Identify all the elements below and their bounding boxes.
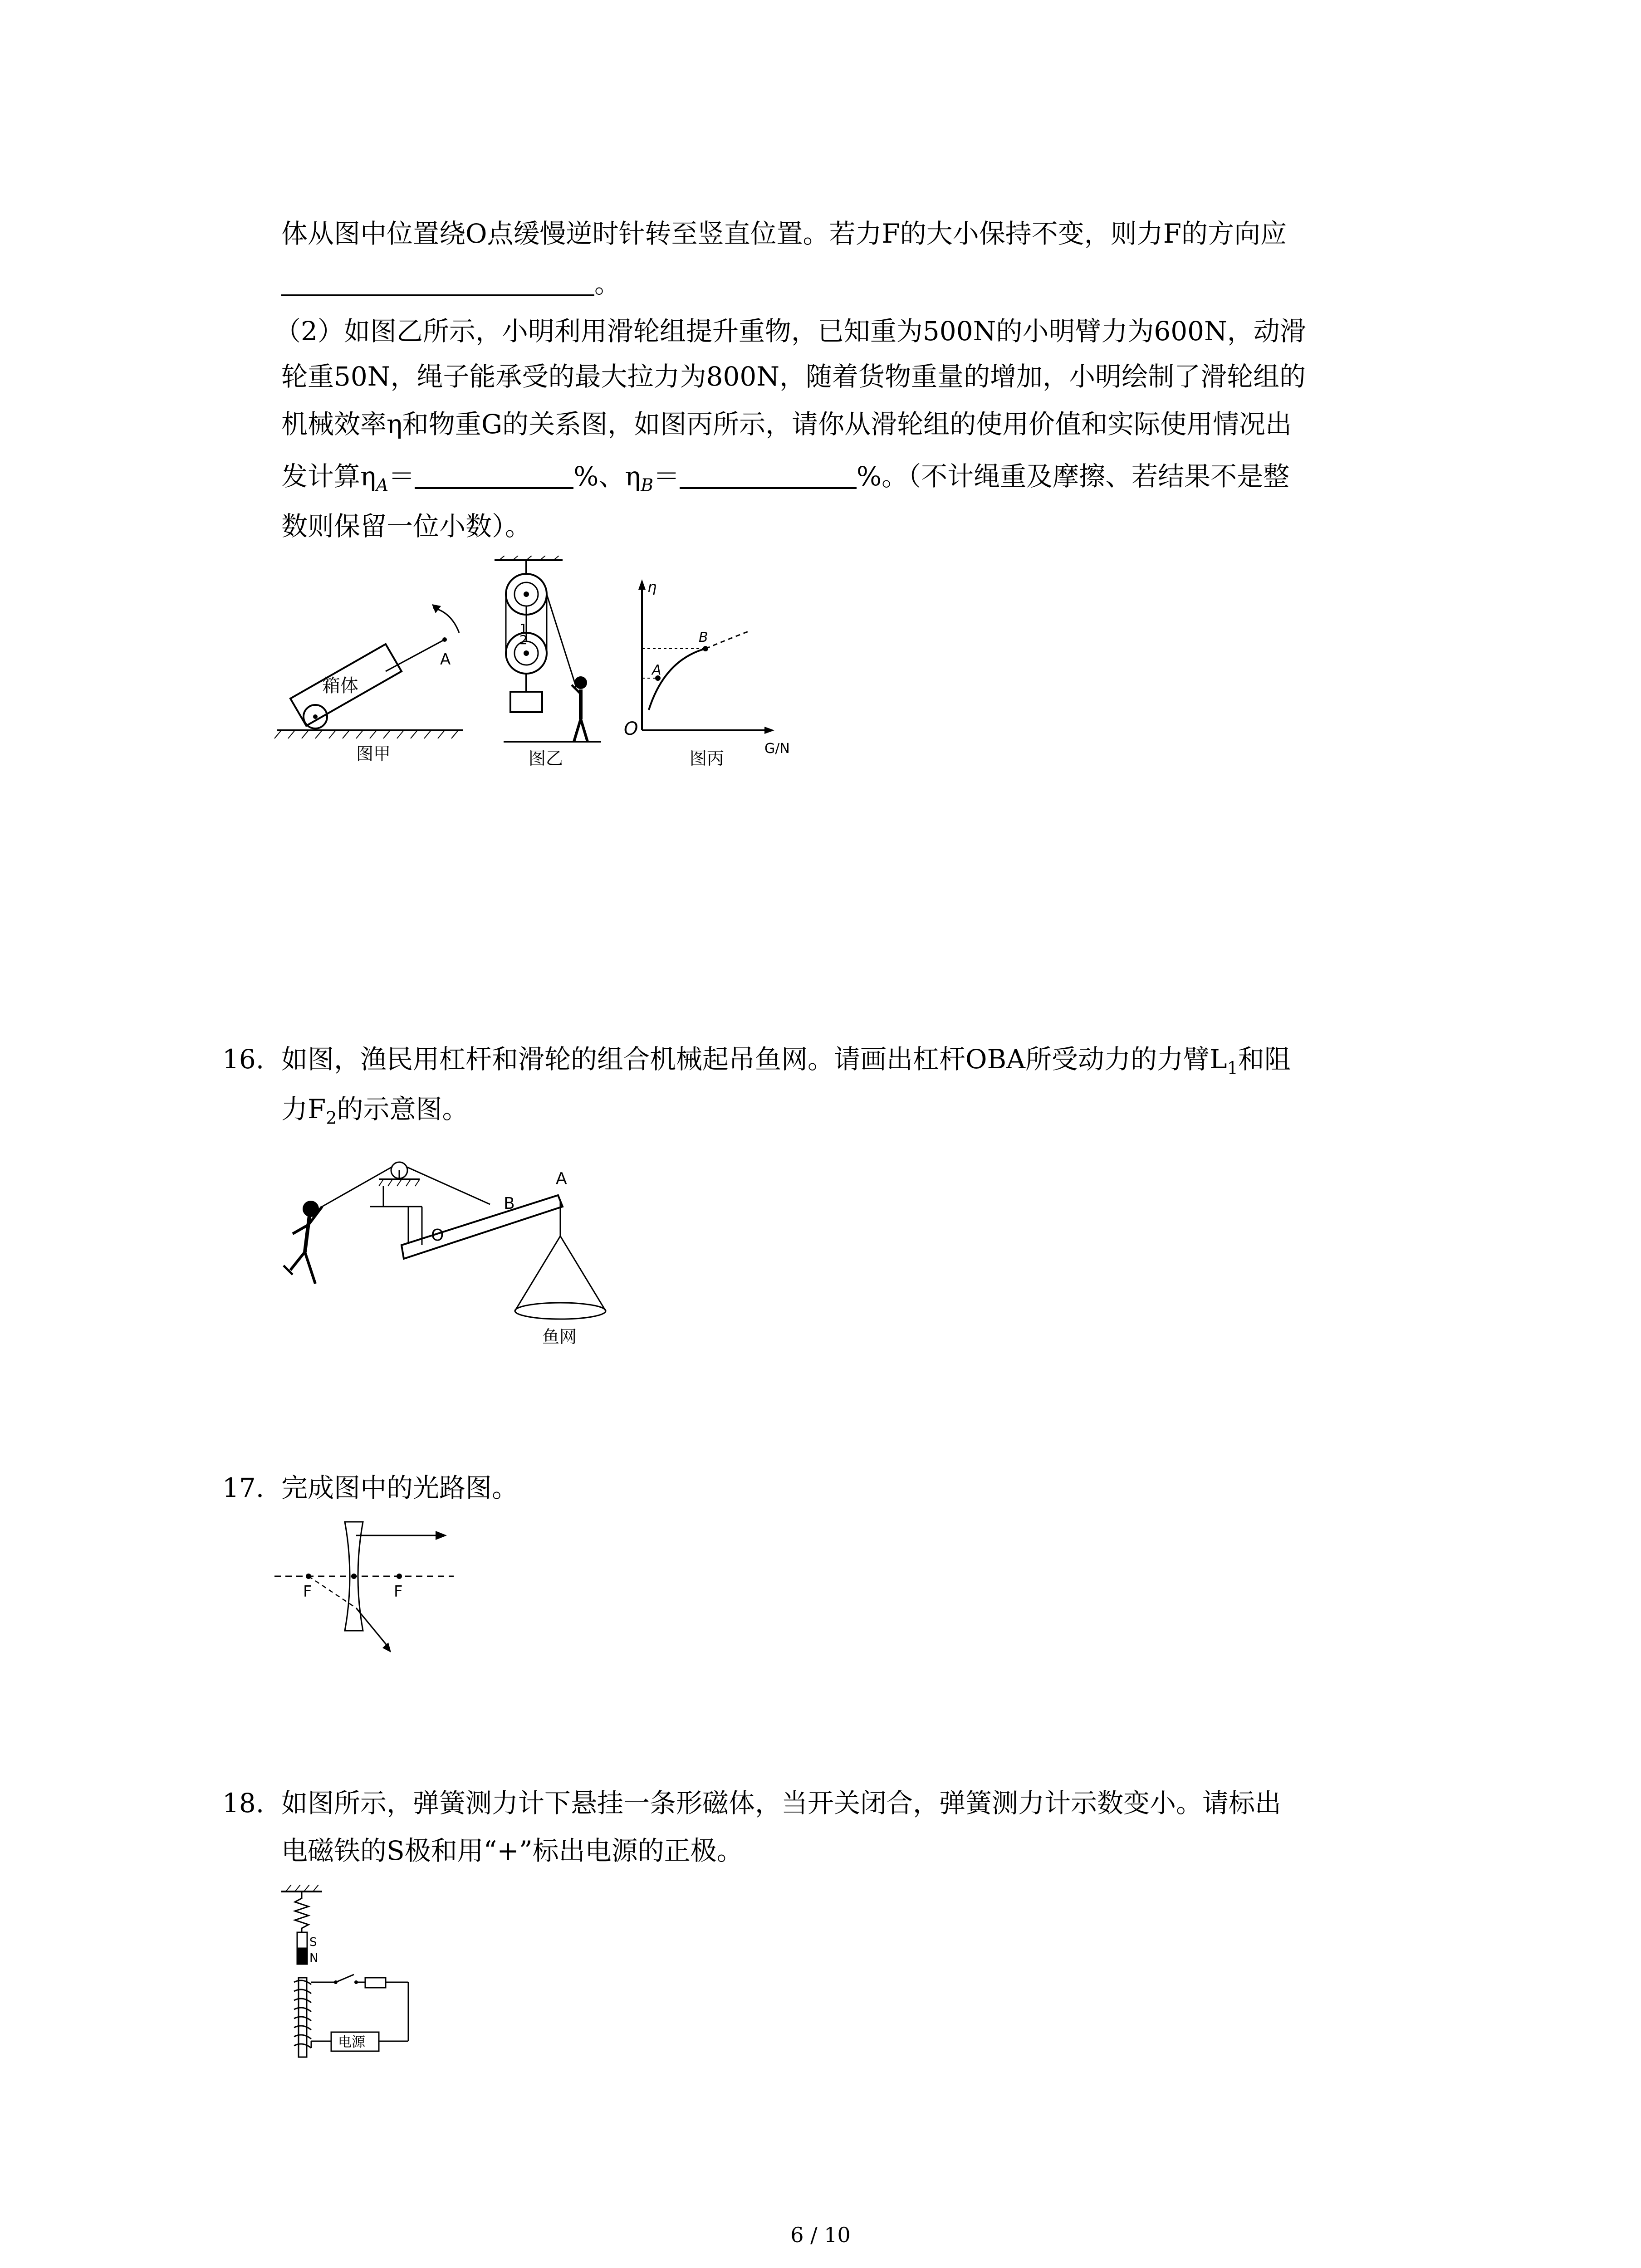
q15-line-1: 体从图中位置绕O点缓慢逆时针转至竖直位置。若力F的大小保持不变，则力F的方向应 — [281, 218, 1287, 249]
pole-s-label: S — [309, 1936, 317, 1949]
label-b: B — [504, 1194, 515, 1213]
pulley-2-label: 2 — [519, 632, 528, 647]
q15-part2-line-2: 轮重50N，绳子能承受的最大拉力为800N，随着货物重量的增加，小明绘制了滑轮组的 — [281, 361, 1306, 392]
q16-line-1: 如图，渔民用杠杆和滑轮的组合机械起吊鱼网。请画出杠杆OBA所受动力的力臂$L_1$和阻 — [281, 1044, 1291, 1078]
focus-right-label: F — [394, 1583, 403, 1601]
point-a-label: A — [440, 650, 451, 669]
q15-part2-line-5: 数则保留一位小数）。 — [281, 511, 532, 542]
q18-line-1: 如图所示，弹簧测力计下悬挂一条形磁体，当开关闭合，弹簧测力计示数变小。请标出 — [281, 1788, 1282, 1818]
figure-caption: 图甲 — [356, 744, 391, 764]
answer-blank-direction[interactable] — [281, 267, 594, 296]
figure-q18-circuit — [272, 1885, 417, 2068]
figure-bing-graph — [615, 574, 796, 767]
figure-caption: 图乙 — [529, 748, 563, 767]
origin-label: O — [624, 719, 638, 739]
x-axis-label: G/N — [764, 741, 790, 757]
q17-number: 17. — [222, 1472, 265, 1503]
box-label: 箱体 — [322, 675, 358, 696]
q18-number: 18. — [222, 1788, 265, 1818]
q15-part2-line-4: 发计算$\eta_A=$ %、$\eta_B=$ %。（不计绳重及摩擦、若结果不是整 — [281, 461, 1290, 495]
label-a: A — [556, 1169, 567, 1188]
answer-blank-eta-b[interactable] — [680, 460, 857, 489]
q15-part2-line-1: （2）如图乙所示，小明利用滑轮组提升重物，已知重为500N的小明臂力为600N，动滑 — [274, 316, 1306, 347]
figure-q17-lens — [272, 1517, 463, 1653]
pole-n-label: N — [309, 1951, 318, 1965]
q15-part2-line-3: 机械效率η和物重G的关系图，如图丙所示，请你从滑轮组的使用价值和实际使用情况出 — [281, 409, 1292, 440]
net-label: 鱼网 — [542, 1327, 577, 1347]
power-source-label: 电源 — [338, 2034, 365, 2050]
answer-blank-eta-a[interactable] — [415, 460, 573, 489]
figure-jia-box — [272, 576, 472, 767]
q15-line-2: 。 — [281, 265, 621, 302]
q18-line-2: 电磁铁的S极和用“+”标出电源的正极。 — [281, 1835, 743, 1866]
focus-left-label: F — [303, 1583, 312, 1601]
figure-q16-lever — [272, 1161, 617, 1352]
page-number: 6 / 10 — [790, 2223, 851, 2247]
q16-line-2: 力$F_2$的示意图。 — [281, 1094, 469, 1128]
label-o: O — [431, 1226, 444, 1245]
pulley-1-label: 1 — [519, 621, 528, 636]
figure-yi-pulley — [490, 556, 603, 767]
point-b-label: B — [699, 630, 708, 645]
figure-caption: 图丙 — [690, 748, 725, 767]
q16-number: 16. — [222, 1044, 265, 1075]
q17-line-1: 完成图中的光路图。 — [281, 1472, 519, 1503]
y-axis-label: η — [647, 578, 657, 596]
point-a-label: A — [652, 662, 661, 678]
